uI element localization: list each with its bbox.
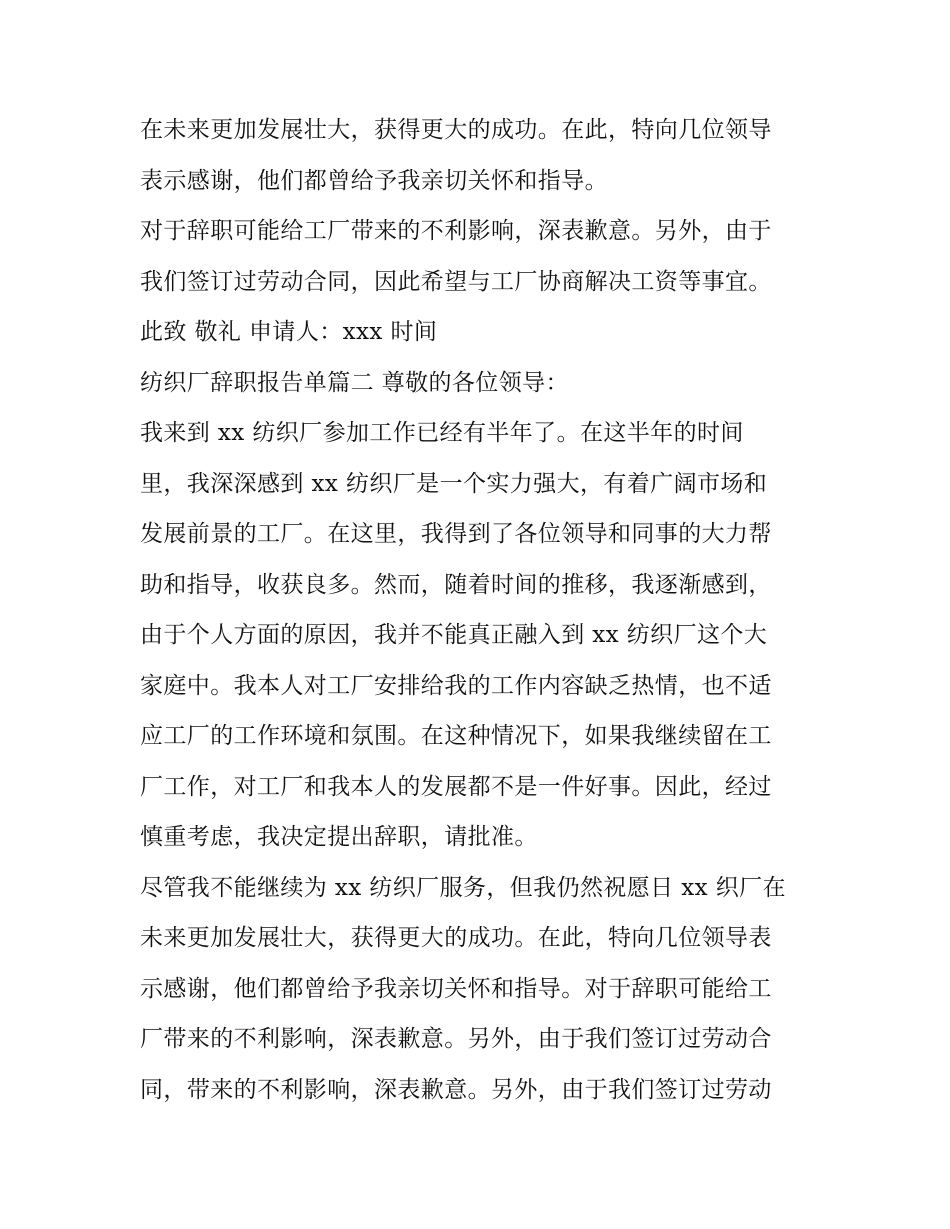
closing-line: 此致 敬礼 申请人：xxx 时间 [140, 319, 438, 345]
text-line: 我们签订过劳动合同，因此希望与工厂协商解决工资等事宜。 [140, 268, 772, 295]
text-line: 家庭中。我本人对工厂安排给我的工作内容缺乏热情，也不适 [140, 672, 772, 699]
text-line: 同，带来的不利影响，深表歉意。另外，由于我们签订过劳动 [140, 1076, 772, 1103]
text-line: 表示感谢，他们都曾给予我亲切关怀和指导。 [140, 167, 608, 194]
text-line: 厂带来的不利影响，深表歉意。另外，由于我们签订过劳动合 [140, 1026, 772, 1052]
text-line: 尽管我不能继续为 xx 纺织厂服务，但我仍然祝愿日 xx 织厂在 [140, 874, 786, 901]
text-line: 助和指导，收获良多。然而，随着时间的推移，我逐渐感到， [140, 571, 772, 598]
text-line: 在未来更加发展壮大，获得更大的成功。在此，特向几位领导 [140, 117, 772, 143]
document-body [140, 105, 820, 1115]
text-line: 我来到 xx 纺织厂参加工作已经有半年了。在这半年的时间 [140, 420, 744, 446]
text-line: 应工厂的工作环境和氛围。在这种情况下，如果我继续留在工 [140, 723, 772, 749]
text-line: 示感谢，他们都曾给予我亲切关怀和指导。对于辞职可能给工 [140, 975, 772, 1002]
text-line: 厂工作，对工厂和我本人的发展都不是一件好事。因此，经过 [140, 773, 772, 800]
text-line: 慎重考虑，我决定提出辞职，请批准。 [140, 824, 538, 850]
text-line: 对于辞职可能给工厂带来的不利影响，深表歉意。另外，由于 [140, 218, 772, 244]
text-line: 发展前景的工厂。在这里，我得到了各位领导和同事的大力帮 [140, 521, 772, 547]
text-line: 未来更加发展壮大，获得更大的成功。在此，特向几位领导表 [140, 925, 772, 951]
text-line: 里，我深深感到 xx 纺织厂是一个实力强大，有着广阔市场和 [140, 470, 768, 497]
text-line: 由于个人方面的原因，我并不能真正融入到 xx 纺织厂这个大 [140, 622, 768, 648]
section-heading: 纺织厂辞职报告单篇二 尊敬的各位领导： [140, 369, 569, 396]
